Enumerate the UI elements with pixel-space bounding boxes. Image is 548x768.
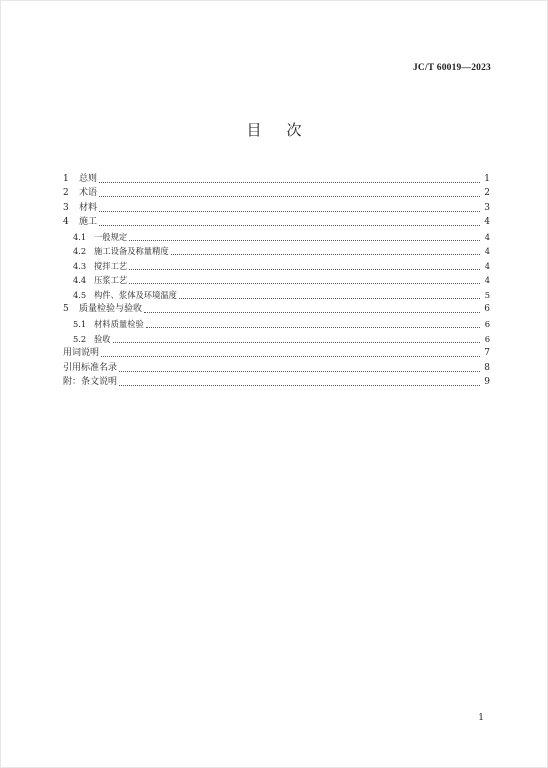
toc-entry-page: 7 bbox=[484, 348, 490, 359]
toc-entry-page: 9 bbox=[484, 377, 490, 388]
toc-leader-dots bbox=[101, 355, 480, 357]
toc-entry[interactable] bbox=[63, 229, 490, 244]
toc-leader-dots bbox=[113, 341, 480, 343]
toc-entry[interactable] bbox=[63, 316, 490, 331]
toc-entry-page: 5 bbox=[484, 289, 490, 300]
standard-code: JC/T 60019—2023 bbox=[412, 63, 491, 73]
toc-entry-page: 4 bbox=[484, 217, 490, 228]
toc-title-char-2: 次 bbox=[286, 121, 302, 139]
toc-entry[interactable] bbox=[63, 273, 490, 288]
toc-entry-number: 4.2 bbox=[73, 246, 87, 257]
toc-entry-label: 总则 bbox=[79, 173, 98, 184]
toc-entry-label: 压浆工艺 bbox=[94, 275, 128, 286]
toc-leader-dots bbox=[99, 195, 480, 197]
toc-title bbox=[0, 119, 548, 140]
toc-entry-page: 4 bbox=[484, 275, 490, 286]
toc-entry-number: 5.1 bbox=[73, 319, 87, 330]
toc-entry-page: 4 bbox=[484, 246, 490, 257]
toc-entry[interactable] bbox=[63, 186, 490, 201]
toc-leader-dots bbox=[129, 282, 480, 284]
toc-entry[interactable] bbox=[63, 171, 490, 186]
page-number: 1 bbox=[478, 713, 484, 723]
toc-leader-dots bbox=[119, 370, 480, 372]
toc-entry-number: 4.1 bbox=[73, 231, 87, 242]
toc-entry-number: 2 bbox=[63, 188, 69, 199]
toc-entry[interactable] bbox=[63, 258, 490, 273]
toc-entry-label: 质量检验与验收 bbox=[79, 304, 143, 315]
toc-entry-label: 材料质量检验 bbox=[94, 319, 144, 330]
toc-leader-dots bbox=[129, 268, 480, 270]
toc-entry-page: 4 bbox=[484, 260, 490, 271]
toc-entry-label: 引用标准名录 bbox=[63, 362, 118, 373]
toc-entry-label: 验收 bbox=[94, 333, 111, 344]
toc-entry-number: 4.5 bbox=[73, 289, 87, 300]
toc-entry-label: 材料 bbox=[79, 202, 98, 213]
toc-leader-dots bbox=[99, 181, 480, 183]
toc-entry-label: 附：条文说明 bbox=[63, 377, 118, 388]
toc-title-char-1: 目 bbox=[246, 121, 262, 139]
toc-entry[interactable] bbox=[63, 375, 490, 390]
table-of-contents bbox=[63, 171, 490, 389]
toc-entry-page: 3 bbox=[484, 202, 490, 213]
toc-entry-label: 施工设备及称量精度 bbox=[94, 246, 169, 257]
toc-entry-number: 4.3 bbox=[73, 260, 87, 271]
toc-entry-label: 术语 bbox=[79, 188, 98, 199]
toc-leader-dots bbox=[119, 384, 480, 386]
toc-entry-label: 用词说明 bbox=[63, 348, 100, 359]
toc-entry-number: 1 bbox=[63, 173, 69, 184]
toc-entry[interactable] bbox=[63, 215, 490, 230]
toc-entry-number: 5.2 bbox=[73, 333, 87, 344]
toc-entry-page: 4 bbox=[484, 231, 490, 242]
toc-entry-page: 2 bbox=[484, 188, 490, 199]
toc-entry-page: 1 bbox=[484, 173, 490, 184]
toc-entry-label: 施工 bbox=[79, 217, 98, 228]
toc-entry-number: 4.4 bbox=[73, 275, 87, 286]
toc-entry[interactable] bbox=[63, 346, 490, 361]
toc-entry[interactable] bbox=[63, 360, 490, 375]
toc-leader-dots bbox=[129, 239, 480, 241]
toc-entry-label: 构件、浆体及环境温度 bbox=[94, 289, 177, 300]
toc-entry-page: 6 bbox=[484, 333, 490, 344]
toc-entry-page: 8 bbox=[484, 362, 490, 373]
toc-entry-number: 5 bbox=[63, 304, 69, 315]
toc-entry[interactable] bbox=[63, 244, 490, 259]
toc-leader-dots bbox=[179, 297, 480, 299]
toc-leader-dots bbox=[99, 224, 480, 226]
toc-entry[interactable] bbox=[63, 331, 490, 346]
toc-leader-dots bbox=[146, 326, 480, 328]
toc-entry-number: 4 bbox=[63, 217, 69, 228]
toc-leader-dots bbox=[144, 311, 480, 313]
toc-entry-number: 3 bbox=[63, 202, 69, 213]
toc-leader-dots bbox=[171, 253, 480, 255]
toc-entry-page: 6 bbox=[484, 319, 490, 330]
toc-entry-label: 搅拌工艺 bbox=[94, 260, 128, 271]
toc-entry[interactable] bbox=[63, 200, 490, 215]
toc-entry-page: 6 bbox=[484, 304, 490, 315]
toc-entry-label: 一般规定 bbox=[94, 231, 128, 242]
toc-leader-dots bbox=[99, 210, 480, 212]
toc-entry[interactable] bbox=[63, 302, 490, 317]
toc-entry[interactable] bbox=[63, 287, 490, 302]
